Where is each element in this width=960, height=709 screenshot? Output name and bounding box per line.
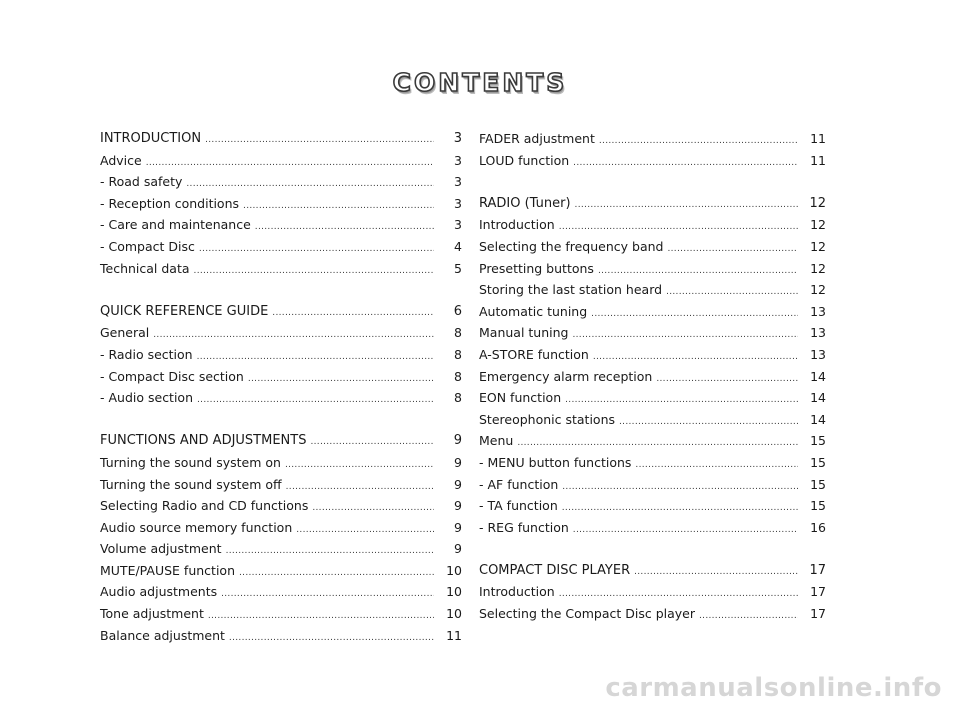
dot-leader xyxy=(634,562,798,584)
toc-page-number: 16 xyxy=(810,519,826,535)
toc-page-number: 9 xyxy=(454,476,462,492)
toc-page-number: 11 xyxy=(446,627,462,643)
toc-section-heading xyxy=(479,560,826,582)
toc-entry-label: FADER adjustment xyxy=(479,131,595,146)
toc-entry xyxy=(479,430,826,452)
toc-entry xyxy=(479,214,826,236)
toc-entry xyxy=(100,581,462,603)
toc-entry-label: General xyxy=(100,325,150,341)
toc-entry-label: Technical data xyxy=(100,260,190,276)
toc-entry-label: Automatic tuning xyxy=(479,303,588,319)
toc-page-number: 3 xyxy=(453,131,462,146)
toc-page-number: 8 xyxy=(454,325,462,341)
toc-page-number: 8 xyxy=(454,346,462,362)
toc-page-number: 15 xyxy=(810,476,826,492)
toc-entry xyxy=(100,150,462,172)
toc-entry xyxy=(479,474,826,496)
toc-page-number: 12 xyxy=(810,282,826,298)
toc-page-number: 3 xyxy=(454,217,462,233)
toc-spacer xyxy=(479,538,826,560)
toc-entry-label: QUICK REFERENCE GUIDE xyxy=(100,303,269,319)
toc-section-heading xyxy=(100,430,462,452)
toc-entry xyxy=(100,560,462,582)
toc-entry-label: - Care and maintenance xyxy=(100,217,251,233)
dot-leader xyxy=(635,455,798,477)
toc-entry xyxy=(100,344,462,366)
toc-entry xyxy=(100,258,462,280)
dot-leader xyxy=(310,432,434,454)
toc-page-number: 11 xyxy=(810,131,826,146)
toc-entry-label: Introduction xyxy=(479,584,555,600)
toc-entry-label: - REG function xyxy=(479,519,569,535)
toc-page-number: 9 xyxy=(454,519,462,535)
toc-right-column xyxy=(479,128,826,625)
toc-entry xyxy=(479,301,826,323)
toc-page-number: 9 xyxy=(454,454,462,470)
dot-leader xyxy=(562,498,798,520)
toc-entry-label: - Radio section xyxy=(100,346,193,362)
toc-entry xyxy=(479,128,826,150)
toc-entry xyxy=(479,366,826,388)
toc-entry-label: - Compact Disc section xyxy=(100,368,244,384)
toc-spacer xyxy=(479,171,826,193)
toc-entry xyxy=(479,236,826,258)
toc-entry-label: Storing the last station heard xyxy=(479,282,663,298)
toc-entry-label: - Compact Disc xyxy=(100,238,195,254)
toc-section-heading xyxy=(100,128,462,150)
toc-entry xyxy=(479,517,826,539)
toc-page-number: 11 xyxy=(810,152,826,168)
toc-entry xyxy=(100,603,462,625)
toc-entry-label: - Road safety xyxy=(100,174,183,190)
toc-entry-label: LOUD function xyxy=(479,152,570,168)
toc-page-number: 12 xyxy=(810,260,826,276)
toc-entry-label: Turning the sound system on xyxy=(100,454,281,470)
toc-page-number: 12 xyxy=(810,217,826,233)
dot-leader xyxy=(599,131,798,153)
toc-entry-label: FUNCTIONS AND ADJUSTMENTS xyxy=(100,433,307,449)
dot-leader xyxy=(146,153,434,175)
dot-leader xyxy=(221,584,434,606)
toc-page-number: 17 xyxy=(810,606,826,622)
toc-page-number: 9 xyxy=(453,433,462,449)
toc-entry xyxy=(100,474,462,496)
toc-entry xyxy=(100,625,462,647)
dot-leader xyxy=(573,520,798,542)
toc-entry-label: A-STORE function xyxy=(479,346,589,362)
dot-leader xyxy=(248,369,434,391)
toc-entry-label: EON function xyxy=(479,390,562,406)
toc-page-number: 15 xyxy=(810,433,826,449)
toc-entry-label: Menu xyxy=(479,433,514,449)
dot-leader xyxy=(619,412,798,434)
toc-entry-label: - AF function xyxy=(479,476,559,492)
toc-page-number: 14 xyxy=(810,411,826,427)
toc-page-number: 6 xyxy=(453,303,462,319)
toc-entry xyxy=(100,387,462,409)
toc-entry xyxy=(100,495,462,517)
dot-leader xyxy=(667,239,798,261)
toc-entry xyxy=(479,581,826,603)
toc-entry-label: MUTE/PAUSE function xyxy=(100,562,235,578)
toc-entry xyxy=(100,236,462,258)
toc-page-number: 8 xyxy=(454,390,462,406)
toc-entry-label: Tone adjustment xyxy=(100,606,204,622)
toc-entry xyxy=(479,322,826,344)
dot-leader xyxy=(226,541,434,563)
toc-page-number: 4 xyxy=(454,238,462,254)
toc-page-number: 17 xyxy=(809,562,826,578)
toc-entry xyxy=(479,409,826,431)
dot-leader xyxy=(243,196,434,218)
toc-entry-label: Manual tuning xyxy=(479,325,569,341)
watermark: carmanualsonline.info xyxy=(605,673,942,703)
toc-page-number: 10 xyxy=(446,584,462,600)
toc-spacer xyxy=(100,279,462,301)
dot-leader xyxy=(699,606,798,628)
toc-entry-label: Stereophonic stations xyxy=(479,411,616,427)
toc-page-number: 12 xyxy=(810,238,826,254)
toc-spacer xyxy=(100,409,462,431)
toc-entry xyxy=(479,344,826,366)
toc-entry-label: Presetting buttons xyxy=(479,260,594,276)
dot-leader xyxy=(255,217,434,239)
dot-leader xyxy=(197,390,434,412)
dot-leader xyxy=(312,498,434,520)
dot-leader xyxy=(285,455,434,477)
toc-left-column xyxy=(100,128,462,646)
toc-page-number: 3 xyxy=(454,174,462,190)
dot-leader xyxy=(573,153,798,175)
toc-entry xyxy=(100,171,462,193)
dot-leader xyxy=(194,261,434,283)
toc-entry xyxy=(100,452,462,474)
toc-entry xyxy=(100,214,462,236)
dot-leader xyxy=(239,563,434,585)
toc-entry xyxy=(100,517,462,539)
toc-page-number: 15 xyxy=(810,498,826,514)
toc-page-number: 3 xyxy=(454,152,462,168)
toc-page-number: 13 xyxy=(810,346,826,362)
toc-entry xyxy=(100,322,462,344)
toc-entry xyxy=(479,279,826,301)
toc-entry-label: Introduction xyxy=(479,217,555,233)
toc-entry xyxy=(479,495,826,517)
toc-entry-label: - Audio section xyxy=(100,390,194,406)
dot-leader xyxy=(205,130,434,152)
dot-leader xyxy=(666,282,798,304)
toc-entry-label: Volume adjustment xyxy=(100,541,222,557)
toc-page-number: 3 xyxy=(454,195,462,211)
toc-entry xyxy=(479,603,826,625)
toc-entry-label: Selecting the frequency band xyxy=(479,238,664,254)
toc-entry-label: Emergency alarm reception xyxy=(479,368,653,384)
toc-entry-label: COMPACT DISC PLAYER xyxy=(479,562,631,578)
dot-leader xyxy=(562,477,798,499)
toc-entry-label: Advice xyxy=(100,152,142,168)
toc-page-number: 9 xyxy=(454,498,462,514)
dot-leader xyxy=(208,606,434,628)
dot-leader xyxy=(591,304,798,326)
toc-section-heading xyxy=(100,301,462,323)
dot-leader xyxy=(572,325,798,347)
toc-entry-label: Turning the sound system off xyxy=(100,476,282,492)
toc-page-number: 14 xyxy=(810,368,826,384)
page-title: CONTENTS xyxy=(392,68,568,97)
toc-entry xyxy=(100,193,462,215)
toc-page-number: 15 xyxy=(810,454,826,470)
toc-entry-label: Audio adjustments xyxy=(100,584,218,600)
toc-page-number: 12 xyxy=(809,195,826,211)
toc-entry-label: - Reception conditions xyxy=(100,195,240,211)
toc-entry xyxy=(479,387,826,409)
toc-page-number: 14 xyxy=(810,390,826,406)
toc-entry xyxy=(479,150,826,172)
dot-leader xyxy=(296,520,434,542)
toc-page-number: 8 xyxy=(454,368,462,384)
dot-leader xyxy=(272,303,434,325)
dot-leader xyxy=(575,195,798,217)
toc-page-number: 13 xyxy=(810,303,826,319)
toc-entry xyxy=(100,538,462,560)
toc-page-number: 17 xyxy=(810,584,826,600)
toc-entry-label: - TA function xyxy=(479,498,558,514)
toc-page-number: 9 xyxy=(454,541,462,557)
toc-page-number: 13 xyxy=(810,325,826,341)
toc-entry xyxy=(479,258,826,280)
toc-entry-label: - MENU button functions xyxy=(479,454,632,470)
toc-entry xyxy=(479,452,826,474)
toc-entry-label: INTRODUCTION xyxy=(100,131,202,146)
dot-leader xyxy=(199,239,434,261)
toc-entry-label: Selecting Radio and CD functions xyxy=(100,498,309,514)
toc-page-number: 10 xyxy=(446,562,462,578)
dot-leader xyxy=(153,325,434,347)
dot-leader xyxy=(656,369,798,391)
toc-entry-label: Balance adjustment xyxy=(100,627,225,643)
toc-entry-label: Selecting the Compact Disc player xyxy=(479,606,695,622)
toc-entry-label: RADIO (Tuner) xyxy=(479,195,571,211)
toc-page-number: 10 xyxy=(446,606,462,622)
toc-page-number: 5 xyxy=(454,260,462,276)
toc-entry xyxy=(100,366,462,388)
toc-entry-label: Audio source memory function xyxy=(100,519,293,535)
dot-leader xyxy=(229,628,434,650)
toc-section-heading xyxy=(479,193,826,215)
